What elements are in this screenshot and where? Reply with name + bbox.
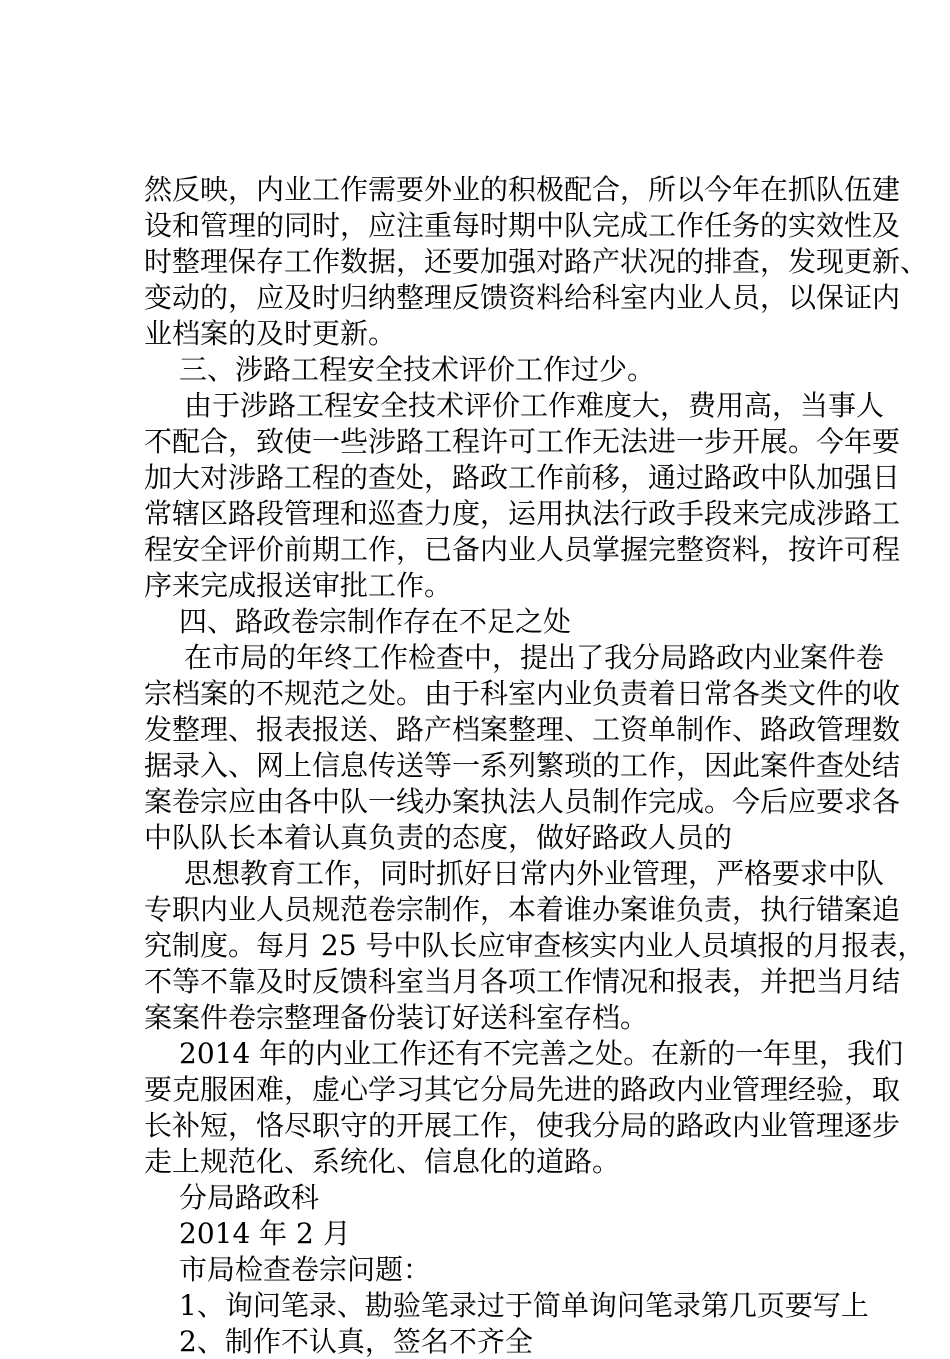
paragraph-line: 设和管理的同时，应注重每时期中队完成工作任务的实效性及 bbox=[144, 209, 901, 242]
paragraph-line: 案案件卷宗整理备份装订好送科室存档。 bbox=[144, 1001, 649, 1034]
paragraph-line: 序来完成报送审批工作。 bbox=[144, 569, 453, 602]
paragraph-line: 加大对涉路工程的查处，路政工作前移，通过路政中队加强日 bbox=[144, 461, 901, 494]
signature-date: 2014 年 2 月 bbox=[179, 1217, 351, 1250]
paragraph-line: 究制度。每月 25 号中队长应审查核实内业人员填报的月报表， bbox=[144, 929, 926, 962]
appendix-heading: 市局检查卷宗问题： bbox=[179, 1253, 432, 1286]
paragraph-line: 案卷宗应由各中队一线办案执法人员制作完成。今后应要求各 bbox=[144, 785, 901, 818]
paragraph-line: 业档案的及时更新。 bbox=[144, 317, 397, 350]
paragraph-line: 宗档案的不规范之处。由于科室内业负责着日常各类文件的收 bbox=[144, 677, 901, 710]
paragraph-line: 2014 年的内业工作还有不完善之处。在新的一年里，我们 bbox=[179, 1037, 904, 1070]
section-heading: 三、涉路工程安全技术评价工作过少。 bbox=[179, 353, 656, 386]
appendix-item: 2、制作不认真，签名不齐全 bbox=[179, 1325, 533, 1358]
paragraph-line: 由于涉路工程安全技术评价工作难度大，费用高，当事人 bbox=[184, 389, 885, 422]
paragraph-line: 不等不靠及时反馈科室当月各项工作情况和报表，并把当月结 bbox=[144, 965, 901, 998]
paragraph-line: 要克服困难，虚心学习其它分局先进的路政内业管理经验，取 bbox=[144, 1073, 901, 1106]
paragraph-line: 走上规范化、系统化、信息化的道路。 bbox=[144, 1145, 621, 1178]
paragraph-line: 发整理、报表报送、路产档案整理、工资单制作、路政管理数 bbox=[144, 713, 901, 746]
paragraph-line: 思想教育工作，同时抓好日常内外业管理，严格要求中队 bbox=[184, 857, 885, 890]
paragraph-line: 长补短，恪尽职守的开展工作，使我分局的路政内业管理逐步 bbox=[144, 1109, 901, 1142]
paragraph-line: 常辖区路段管理和巡查力度，运用执法行政手段来完成涉路工 bbox=[144, 497, 901, 530]
paragraph-line: 然反映，内业工作需要外业的积极配合，所以今年在抓队伍建 bbox=[144, 173, 901, 206]
paragraph-line: 中队队长本着认真负责的态度，做好路政人员的 bbox=[144, 821, 733, 854]
paragraph-line: 变动的，应及时归纳整理反馈资料给科室内业人员，以保证内 bbox=[144, 281, 901, 314]
paragraph-line: 据录入、网上信息传送等一系列繁琐的工作，因此案件查处结 bbox=[144, 749, 901, 782]
section-heading: 四、路政卷宗制作存在不足之处 bbox=[179, 605, 572, 638]
signature-department: 分局路政科 bbox=[179, 1181, 320, 1214]
paragraph-line: 在市局的年终工作检查中，提出了我分局路政内业案件卷 bbox=[184, 641, 885, 674]
paragraph-line: 专职内业人员规范卷宗制作，本着谁办案谁负责，执行错案追 bbox=[144, 893, 901, 926]
paragraph-line: 不配合，致使一些涉路工程许可工作无法进一步开展。今年要 bbox=[144, 425, 901, 458]
paragraph-line: 程安全评价前期工作，已备内业人员掌握完整资料，按许可程 bbox=[144, 533, 901, 566]
paragraph-line: 时整理保存工作数据，还要加强对路产状况的排查，发现更新、 bbox=[144, 245, 929, 278]
appendix-item: 1、询问笔录、勘验笔录过于简单询问笔录第几页要写上 bbox=[179, 1289, 869, 1322]
